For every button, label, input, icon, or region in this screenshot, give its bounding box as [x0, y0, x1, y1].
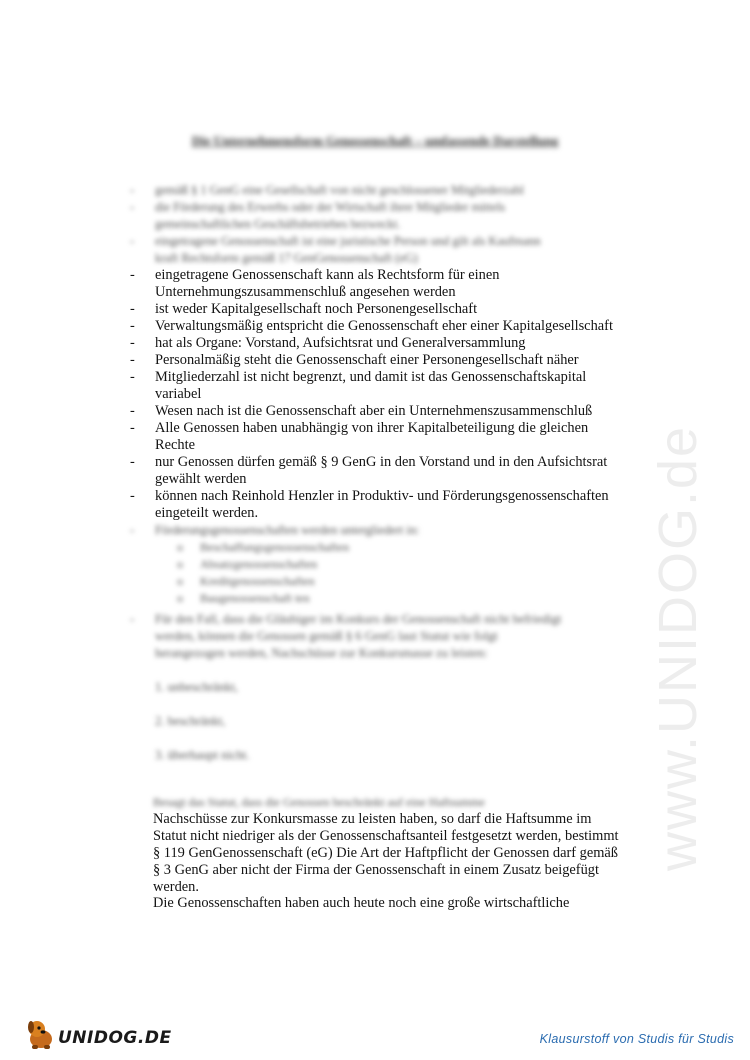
bullet-dash: -: [130, 267, 135, 283]
bullet-dash: -: [130, 612, 135, 626]
unidog-logo: [24, 1017, 172, 1053]
bullet-item: [130, 488, 630, 522]
bullet-line: Für den Fall, dass die Gläubiger im Konkurs der Genossenschaft nicht befriedigt: [155, 612, 562, 626]
bullet-dash: -: [130, 403, 135, 419]
bullet-line: gemeinschaftlichen Geschäftsbetriebes bezweckt.: [155, 217, 401, 231]
sub-list-marker: o: [177, 591, 183, 605]
document-title: Die Unternehmensform Genossenschaft – umfassende Darstellung: [191, 133, 559, 148]
bullet-line: Unternehmungszusammenschluß angesehen werden: [155, 284, 456, 300]
sub-list-item: [130, 573, 630, 590]
paragraph-line: Nachschüsse zur Konkursmasse zu leisten haben, so darf die Haftsumme im: [153, 811, 592, 827]
bullet-item: [130, 301, 630, 318]
numbered-option: 3. überhaupt nicht.: [155, 748, 250, 762]
bullet-dash: -: [130, 352, 135, 368]
bullet-dash: -: [130, 523, 135, 537]
liability-paragraph: [153, 794, 633, 896]
bullet-item: [130, 267, 630, 301]
footer-tagline: Klausurstoff von Studis für Studis: [539, 1032, 734, 1046]
bullet-line: werden, können die Genossen gemäß § 6 GenG laut Statut wie folgt: [155, 629, 498, 643]
bullet-dash: -: [130, 454, 135, 470]
bullet-line: gemäß § 1 GenG eine Gesellschaft von nicht geschlossener Mitgliederzahl: [155, 183, 524, 197]
bullet-line: Personalmäßig steht die Genossenschaft einer Personengesellschaft näher: [155, 352, 579, 368]
bullet-line: Rechte: [155, 437, 195, 453]
numbered-option: 1. unbeschränkt,: [155, 680, 238, 694]
sub-list-text: Baugenossenschaft ten: [200, 591, 310, 605]
bullet-dash: -: [130, 369, 135, 385]
dog-icon: [24, 1017, 58, 1051]
bullet-line: Alle Genossen haben unabhängig von ihrer Kapitalbeteiligung die gleichen: [155, 420, 589, 436]
bullet-line: Wesen nach ist die Genossenschaft aber ein Unternehmenszusammenschluß: [155, 403, 593, 419]
bullet-item-creditors: [130, 611, 630, 662]
bullet-line: eingetragene Genossenschaft ist eine juristische Person und gilt als Kaufmann: [155, 234, 541, 248]
bullet-dash: -: [130, 420, 135, 436]
bullet-dash: -: [130, 183, 135, 197]
bullet-dash: -: [130, 318, 135, 334]
sub-list-item: [130, 556, 630, 573]
bullet-line: Förderungsgenossenschaften werden untergliedert in:: [155, 523, 420, 537]
bullet-line: eingetragene Genossenschaft kann als Rechtsform für einen: [155, 267, 500, 283]
bullet-line: Verwaltungsmäßig entspricht die Genossenschaft eher einer Kapitalgesellschaft: [155, 318, 613, 334]
bullet-line: die Förderung des Erwerbs oder der Wirtschaft ihrer Mitglieder mittels: [155, 200, 506, 214]
bullet-item: [130, 199, 630, 233]
bullet-item: [130, 233, 630, 267]
paragraph-line: werden.: [153, 879, 199, 895]
bullet-line: ist weder Kapitalgesellschaft noch Personengesellschaft: [155, 301, 478, 317]
sub-list-text: Beschaffungsgenossenschaften: [200, 540, 350, 554]
bullet-item: [130, 182, 630, 199]
bullet-item: [130, 420, 630, 454]
closing-line: Die Genossenschaften haben auch heute noch eine große wirtschaftliche: [153, 895, 570, 911]
bullet-item: [130, 352, 630, 369]
bullet-dash: -: [130, 301, 135, 317]
bullet-line: gewählt werden: [155, 471, 247, 487]
bullet-line: herangezogen werden, Nachschüsse zur Konkursmasse zu leisten:: [155, 646, 488, 660]
sub-list-marker: o: [177, 557, 183, 571]
sub-list-marker: o: [177, 574, 183, 588]
bullet-dash: -: [130, 488, 135, 504]
sub-list-text: Kreditgenossenschaften: [200, 574, 315, 588]
bullet-line: Mitgliederzahl ist nicht begrenzt, und damit ist das Genossenschaftskapital: [155, 369, 587, 385]
bullet-item: [130, 335, 630, 352]
sub-list-item: [130, 590, 630, 607]
bullet-line: nur Genossen dürfen gemäß § 9 GenG in den Vorstand und in den Aufsichtsrat: [155, 454, 608, 470]
bullet-dash: -: [130, 200, 135, 214]
paragraph-line: § 119 GenGenossenschaft (eG) Die Art der Haftpflicht der Genossen darf gemäß: [153, 845, 619, 861]
sub-list-text: Absatzgenossenschaften: [200, 557, 318, 571]
paragraph-blurred-line: Besagt das Statut, dass die Genossen beschränkt auf eine Haftsumme: [153, 795, 485, 809]
sub-list-item: [130, 539, 630, 556]
bullet-line: eingeteilt werden.: [155, 505, 259, 521]
paragraph-line: § 3 GenG aber nicht der Firma der Genossenschaft in einem Zusatz beigefügt: [153, 862, 599, 878]
bullet-line: variabel: [155, 386, 202, 402]
bullet-line: können nach Reinhold Henzler in Produktiv- und Förderungsgenossenschaften: [155, 488, 609, 504]
bullet-list: [130, 182, 630, 764]
sub-list-marker: o: [177, 540, 183, 554]
logo-text: UNIDOG.DE: [58, 1028, 172, 1048]
document-page: www.UNIDOG.de Die Unternehmensform Genossenschaft – umfassende Darstellung - gemäß § 1 GenG eine Gesellschaft von nicht geschlossener Mitgliederzahl - die Förderung des Erwerbs oder der Wirtschaft ihrer Mitglieder mittels gemeinschaftlichen Geschäftsbetriebes bezweckt. - eingetragene Genossenschaft ist eine juristische Person und gilt als Kaufmann kraft Rechtsform gemäß 17 GenGenossenschaft (eG) - eingetragene Genossenschaft kann als Rechtsform für einen Unternehmungszusammenschluß angesehen werden - ist weder Kapitalgesellschaft noch Personengesellschaft - Verwaltungsmäßig entspricht die Genossenschaft eher einer Kapitalgesellschaft - hat als Organe: Vorstand, Aufsichtsrat und Generalversammlung - Personalmäßig steht die Genossenschaft einer Personengesellschaft näher - Mitgliederzahl ist nicht begrenzt, und damit ist das Genossenschaftskapital variabel - Wesen nach ist die Genossenschaft aber ein Unternehmenszusammenschluß - Alle Genossen haben unabhängig von ihrer Kapitalbeteiligung die gleichen Rechte - nur Genossen dürfen gemäß § 9 GenG in den Vorstand und in den Aufsichtsrat gewählt werden - können nach Reinhold Henzler in Produktiv- und Förderungsgenossenschaften eingeteilt werden. - Förderungsgenossenschaften werden untergliedert in: o Beschaffungsgenossenschaften o Absatzgenossenschaften o Kreditgenossenschaften o Baugenossenschaft ten - Für den Fall, dass die Gläubiger im Konkurs der Genossenschaft nicht befriedigt werden, können die Genossen gemäß § 6 GenG laut Statut wie folgt herangezogen werden, Nachschüsse zur Konkursmasse zu leisten: 1. unbeschränkt, 2. beschränkt, 3. überhaupt nicht. Besagt das Statut, dass die Genossen beschränkt auf eine Haftsumme Nachschüsse zur Konkursmasse zu leisten haben, so darf die Haftsumme im Statut nicht niedriger als der Genossenschaftsanteil festgesetzt werden, bestimmt § 119 GenGenossenschaft (eG) Die Art der Haftpflicht der Genossen darf gemäß § 3 GenG aber nicht der Firma der Genossenschaft in einem Zusatz beigefügt werden. Die Genossenschaften haben auch heute noch eine große wirtschaftliche UNIDOG.DE Klausurstoff von Studis für Studis: [0, 0, 750, 1060]
bullet-item: [130, 522, 630, 539]
paragraph-line: Statut nicht niedriger als der Genossenschaftsanteil festgesetzt werden, bestimmt: [153, 828, 619, 844]
numbered-option: 2. beschränkt,: [155, 714, 226, 728]
bullet-dash: -: [130, 335, 135, 351]
bullet-line: kraft Rechtsform gemäß 17 GenGenossenschaft (eG): [155, 251, 418, 265]
bullet-item: [130, 318, 630, 335]
bullet-item: [130, 454, 630, 488]
bullet-item: [130, 369, 630, 403]
bullet-item: [130, 403, 630, 420]
bullet-dash: -: [130, 234, 135, 248]
bullet-line: hat als Organe: Vorstand, Aufsichtsrat und Generalversammlung: [155, 335, 526, 351]
